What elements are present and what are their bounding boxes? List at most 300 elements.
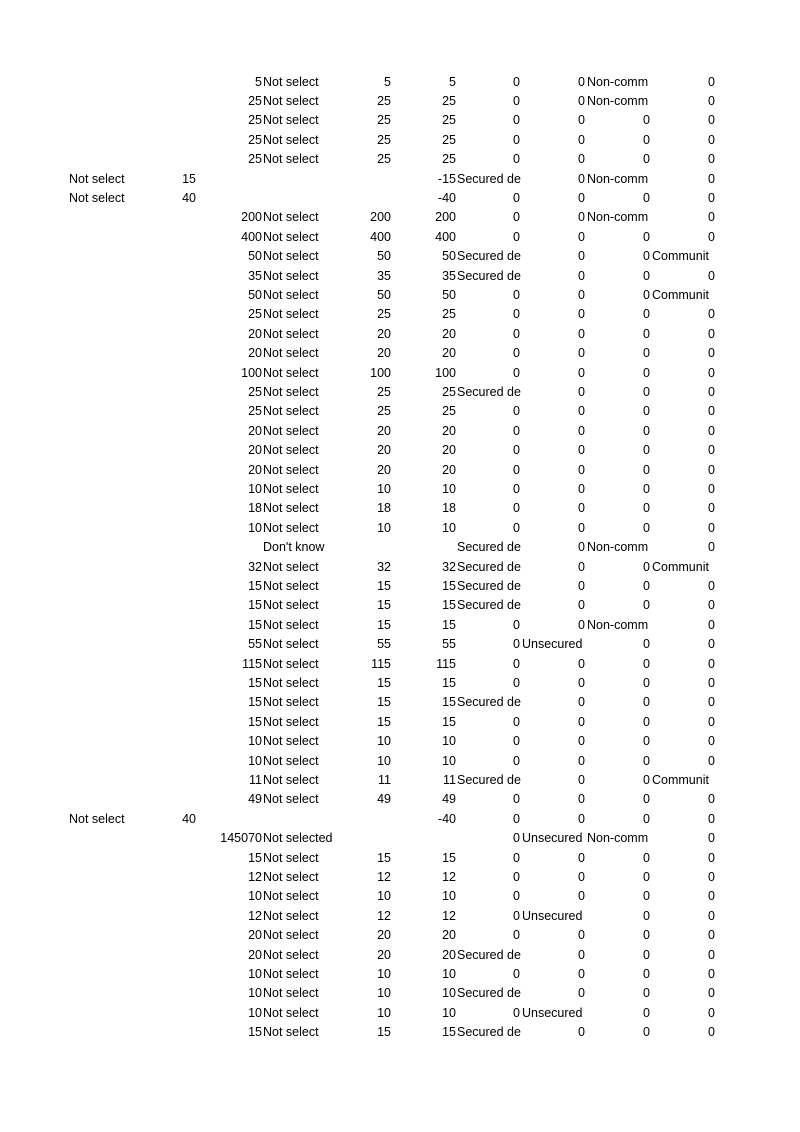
group-zero-cell: 0 xyxy=(643,520,650,535)
group-zero-cell: 0 xyxy=(643,675,650,690)
class-text-cell: Communit xyxy=(652,249,709,264)
status-cell: Not select xyxy=(263,792,319,807)
group-zero-cell: 0 xyxy=(643,947,650,962)
table-row xyxy=(0,441,800,460)
amount-cell: 55 xyxy=(248,637,262,652)
value-cell: 25 xyxy=(377,384,391,399)
type-text-cell: Secured de xyxy=(457,171,521,186)
class-text-cell: Communit xyxy=(652,287,709,302)
category-zero-cell: 0 xyxy=(578,792,585,807)
amount-cell: 25 xyxy=(248,93,262,108)
amount-cell: 400 xyxy=(241,229,262,244)
status-cell: Not select xyxy=(263,656,319,671)
amount-cell: 11 xyxy=(249,772,262,787)
balance-cell: 32 xyxy=(442,559,456,574)
category-zero-cell: 0 xyxy=(578,384,585,399)
type-zero-cell: 0 xyxy=(513,152,520,167)
value-cell: 18 xyxy=(377,501,391,516)
category-zero-cell: 0 xyxy=(578,423,585,438)
table-row xyxy=(0,305,800,324)
balance-cell: 15 xyxy=(442,598,456,613)
class-zero-cell: 0 xyxy=(708,190,715,205)
class-zero-cell: 0 xyxy=(708,695,715,710)
group-zero-cell: 0 xyxy=(643,772,650,787)
class-zero-cell: 0 xyxy=(708,152,715,167)
type-zero-cell: 0 xyxy=(513,928,520,943)
class-zero-cell: 0 xyxy=(708,132,715,147)
status-cell: Not select xyxy=(263,423,319,438)
amount-cell: 25 xyxy=(248,132,262,147)
amount-cell: 115 xyxy=(242,656,262,671)
group-zero-cell: 0 xyxy=(643,908,650,923)
balance-cell: 10 xyxy=(442,966,456,981)
class-zero-cell: 0 xyxy=(708,481,715,496)
value-cell: 20 xyxy=(377,462,391,477)
table-row xyxy=(0,344,800,363)
value-cell: 20 xyxy=(377,326,391,341)
type-zero-cell: 0 xyxy=(513,811,520,826)
table-row xyxy=(0,946,800,965)
type-zero-cell: 0 xyxy=(513,346,520,361)
class-zero-cell: 0 xyxy=(708,462,715,477)
class-zero-cell: 0 xyxy=(708,675,715,690)
table-row xyxy=(0,170,800,189)
balance-cell: 12 xyxy=(442,908,456,923)
status-cell: Not select xyxy=(263,695,319,710)
group-zero-cell: 0 xyxy=(643,792,650,807)
balance-cell: 55 xyxy=(442,637,456,652)
group-zero-cell: 0 xyxy=(643,986,650,1001)
type-text-cell: Secured de xyxy=(457,249,521,264)
value-cell: 25 xyxy=(377,152,391,167)
status-cell: Not select xyxy=(263,520,319,535)
amount-cell: 15 xyxy=(248,850,262,865)
group-zero-cell: 0 xyxy=(643,695,650,710)
group-zero-cell: 0 xyxy=(643,753,650,768)
category-zero-cell: 0 xyxy=(578,229,585,244)
table-row xyxy=(0,810,800,829)
class-zero-cell: 0 xyxy=(708,365,715,380)
balance-cell: 15 xyxy=(442,617,456,632)
value-cell: 15 xyxy=(377,695,391,710)
type-text-cell: Secured de xyxy=(457,986,521,1001)
balance-cell: 15 xyxy=(442,714,456,729)
table-row xyxy=(0,752,800,771)
value-cell: 15 xyxy=(377,578,391,593)
amount-cell: 100 xyxy=(241,365,262,380)
category-zero-cell: 0 xyxy=(578,1025,585,1040)
category-zero-cell: 0 xyxy=(578,869,585,884)
amount-cell: 10 xyxy=(248,753,262,768)
type-zero-cell: 0 xyxy=(513,1005,520,1020)
class-zero-cell: 0 xyxy=(708,210,715,225)
balance-cell: 5 xyxy=(449,74,456,89)
type-text-cell: Secured de xyxy=(457,598,521,613)
table-row xyxy=(0,616,800,635)
status-cell: Not select xyxy=(263,462,319,477)
balance-cell: 11 xyxy=(443,772,456,787)
type-zero-cell: 0 xyxy=(513,365,520,380)
amount-cell: 25 xyxy=(248,404,262,419)
amount-cell: 15 xyxy=(248,675,262,690)
balance-cell: 25 xyxy=(442,384,456,399)
table-row xyxy=(0,674,800,693)
table-row xyxy=(0,693,800,712)
amount-cell: 10 xyxy=(248,520,262,535)
category-zero-cell: 0 xyxy=(578,93,585,108)
status-cell: Not select xyxy=(263,268,319,283)
category-zero-cell: 0 xyxy=(578,462,585,477)
balance-cell: 50 xyxy=(442,287,456,302)
balance-cell: 25 xyxy=(442,152,456,167)
class-zero-cell: 0 xyxy=(708,404,715,419)
group-text-cell: Non-comm xyxy=(587,540,649,555)
group-zero-cell: 0 xyxy=(643,928,650,943)
class-zero-cell: 0 xyxy=(708,113,715,128)
type-text-cell: Secured de xyxy=(457,947,521,962)
group-zero-cell: 0 xyxy=(643,559,650,574)
balance-cell: -40 xyxy=(437,190,456,205)
class-zero-cell: 0 xyxy=(708,93,715,108)
type-zero-cell: 0 xyxy=(513,617,520,632)
class-zero-cell: 0 xyxy=(708,850,715,865)
status-cell: Not select xyxy=(263,229,319,244)
table-row xyxy=(0,907,800,926)
value-cell: 15 xyxy=(377,598,391,613)
table-row xyxy=(0,383,800,402)
value-cell: 20 xyxy=(377,443,391,458)
type-zero-cell: 0 xyxy=(513,481,520,496)
class-zero-cell: 0 xyxy=(708,598,715,613)
table-row xyxy=(0,868,800,887)
class-zero-cell: 0 xyxy=(708,520,715,535)
type-zero-cell: 0 xyxy=(513,656,520,671)
status-cell: Not select xyxy=(263,74,319,89)
group-text-cell: Non-comm xyxy=(587,831,649,846)
amount-cell: 32 xyxy=(248,559,262,574)
amount-cell: 145070 xyxy=(220,831,262,846)
category-zero-cell: 0 xyxy=(578,578,585,593)
class-zero-cell: 0 xyxy=(708,384,715,399)
class-zero-cell: 0 xyxy=(708,578,715,593)
balance-cell: 25 xyxy=(442,404,456,419)
type-text-cell: Secured de xyxy=(457,268,521,283)
class-zero-cell: 0 xyxy=(708,889,715,904)
balance-cell: 20 xyxy=(442,947,456,962)
type-text-cell: Secured de xyxy=(457,695,521,710)
class-zero-cell: 0 xyxy=(708,326,715,341)
table-row xyxy=(0,422,800,441)
value-cell: 20 xyxy=(377,423,391,438)
class-zero-cell: 0 xyxy=(708,656,715,671)
status-cell: Not select xyxy=(263,947,319,962)
count-cell: 40 xyxy=(182,190,196,205)
type-zero-cell: 0 xyxy=(513,462,520,477)
status-cell: Not select xyxy=(263,287,319,302)
status-cell: Not select xyxy=(263,93,319,108)
category-text-cell: Unsecured xyxy=(522,908,583,923)
type-zero-cell: 0 xyxy=(513,889,520,904)
balance-cell: 20 xyxy=(442,423,456,438)
category-zero-cell: 0 xyxy=(578,656,585,671)
table-row xyxy=(0,480,800,499)
type-zero-cell: 0 xyxy=(513,229,520,244)
value-cell: 20 xyxy=(377,346,391,361)
class-zero-cell: 0 xyxy=(708,346,715,361)
balance-cell: 10 xyxy=(442,753,456,768)
type-zero-cell: 0 xyxy=(513,113,520,128)
amount-cell: 20 xyxy=(248,443,262,458)
label-cell: Not select xyxy=(69,190,125,205)
status-cell: Not select xyxy=(263,598,319,613)
status-cell: Not select xyxy=(263,346,319,361)
status-cell: Not select xyxy=(263,132,319,147)
status-cell: Not select xyxy=(263,966,319,981)
status-cell: Not select xyxy=(263,365,319,380)
value-cell: 115 xyxy=(371,656,391,671)
type-zero-cell: 0 xyxy=(513,287,520,302)
status-cell: Not select xyxy=(263,1005,319,1020)
type-zero-cell: 0 xyxy=(513,831,520,846)
balance-cell: 20 xyxy=(442,443,456,458)
status-cell: Not select xyxy=(263,113,319,128)
category-zero-cell: 0 xyxy=(578,346,585,361)
amount-cell: 50 xyxy=(248,249,262,264)
balance-cell: 25 xyxy=(442,132,456,147)
group-zero-cell: 0 xyxy=(643,1025,650,1040)
type-text-cell: Secured de xyxy=(457,578,521,593)
count-cell: 15 xyxy=(182,171,196,186)
category-zero-cell: 0 xyxy=(578,210,585,225)
value-cell: 10 xyxy=(377,966,391,981)
status-cell: Not select xyxy=(263,152,319,167)
amount-cell: 10 xyxy=(248,1005,262,1020)
class-zero-cell: 0 xyxy=(708,928,715,943)
group-zero-cell: 0 xyxy=(643,850,650,865)
value-cell: 12 xyxy=(377,869,391,884)
amount-cell: 25 xyxy=(248,113,262,128)
table-row xyxy=(0,208,800,227)
category-zero-cell: 0 xyxy=(578,481,585,496)
class-zero-cell: 0 xyxy=(708,1005,715,1020)
type-zero-cell: 0 xyxy=(513,307,520,322)
group-zero-cell: 0 xyxy=(643,656,650,671)
value-cell: 32 xyxy=(377,559,391,574)
table-row xyxy=(0,150,800,169)
value-cell: 25 xyxy=(377,93,391,108)
class-zero-cell: 0 xyxy=(708,443,715,458)
amount-cell: 15 xyxy=(248,695,262,710)
group-text-cell: Non-comm xyxy=(587,171,649,186)
table-row xyxy=(0,1004,800,1023)
type-text-cell: Secured de xyxy=(457,384,521,399)
group-zero-cell: 0 xyxy=(643,190,650,205)
group-zero-cell: 0 xyxy=(643,423,650,438)
category-zero-cell: 0 xyxy=(578,695,585,710)
table-row xyxy=(0,926,800,945)
category-zero-cell: 0 xyxy=(578,171,585,186)
amount-cell: 15 xyxy=(248,578,262,593)
balance-cell: 10 xyxy=(442,520,456,535)
category-zero-cell: 0 xyxy=(578,947,585,962)
category-zero-cell: 0 xyxy=(578,268,585,283)
value-cell: 50 xyxy=(377,287,391,302)
balance-cell: 100 xyxy=(435,365,456,380)
balance-cell: 10 xyxy=(442,986,456,1001)
category-text-cell: Unsecured xyxy=(522,1005,583,1020)
status-cell: Not select xyxy=(263,307,319,322)
balance-cell: 15 xyxy=(442,675,456,690)
label-cell: Not select xyxy=(69,811,125,826)
amount-cell: 20 xyxy=(248,928,262,943)
status-cell: Not select xyxy=(263,986,319,1001)
value-cell: 25 xyxy=(377,404,391,419)
category-zero-cell: 0 xyxy=(578,986,585,1001)
value-cell: 400 xyxy=(370,229,391,244)
group-zero-cell: 0 xyxy=(643,365,650,380)
group-zero-cell: 0 xyxy=(643,404,650,419)
category-zero-cell: 0 xyxy=(578,249,585,264)
balance-cell: 12 xyxy=(442,869,456,884)
status-cell: Not select xyxy=(263,850,319,865)
type-text-cell: Secured de xyxy=(457,772,521,787)
value-cell: 55 xyxy=(377,637,391,652)
type-zero-cell: 0 xyxy=(513,966,520,981)
balance-cell: 20 xyxy=(442,928,456,943)
table-row xyxy=(0,519,800,538)
amount-cell: 20 xyxy=(248,346,262,361)
value-cell: 200 xyxy=(370,210,391,225)
category-zero-cell: 0 xyxy=(578,443,585,458)
category-zero-cell: 0 xyxy=(578,753,585,768)
category-zero-cell: 0 xyxy=(578,74,585,89)
status-cell: Not select xyxy=(263,326,319,341)
balance-cell: 15 xyxy=(442,850,456,865)
category-zero-cell: 0 xyxy=(578,966,585,981)
class-zero-cell: 0 xyxy=(708,831,715,846)
category-text-cell: Unsecured xyxy=(522,831,583,846)
amount-cell: 15 xyxy=(248,617,262,632)
class-text-cell: Communit xyxy=(652,559,709,574)
value-cell: 50 xyxy=(377,249,391,264)
status-cell: Not select xyxy=(263,249,319,264)
value-cell: 10 xyxy=(377,481,391,496)
table-row xyxy=(0,577,800,596)
category-zero-cell: 0 xyxy=(578,714,585,729)
value-cell: 49 xyxy=(377,792,391,807)
table-row xyxy=(0,984,800,1003)
class-zero-cell: 0 xyxy=(708,869,715,884)
balance-cell: 35 xyxy=(442,268,456,283)
class-zero-cell: 0 xyxy=(708,229,715,244)
count-cell: 40 xyxy=(182,811,196,826)
category-zero-cell: 0 xyxy=(578,326,585,341)
table-row xyxy=(0,538,800,557)
status-cell: Not select xyxy=(263,501,319,516)
table-row xyxy=(0,73,800,92)
group-text-cell: Non-comm xyxy=(587,93,649,108)
amount-cell: 50 xyxy=(248,287,262,302)
group-zero-cell: 0 xyxy=(643,966,650,981)
class-zero-cell: 0 xyxy=(708,908,715,923)
value-cell: 20 xyxy=(377,928,391,943)
class-zero-cell: 0 xyxy=(708,1025,715,1040)
table-row xyxy=(0,1023,800,1042)
amount-cell: 10 xyxy=(248,481,262,496)
category-zero-cell: 0 xyxy=(578,559,585,574)
status-cell: Not select xyxy=(263,443,319,458)
table-row xyxy=(0,92,800,111)
category-zero-cell: 0 xyxy=(578,598,585,613)
type-zero-cell: 0 xyxy=(513,850,520,865)
group-zero-cell: 0 xyxy=(643,132,650,147)
value-cell: 10 xyxy=(377,1005,391,1020)
category-zero-cell: 0 xyxy=(578,365,585,380)
value-cell: 25 xyxy=(377,113,391,128)
category-zero-cell: 0 xyxy=(578,928,585,943)
class-zero-cell: 0 xyxy=(708,74,715,89)
class-text-cell: Communit xyxy=(652,772,709,787)
balance-cell: 20 xyxy=(442,462,456,477)
value-cell: 15 xyxy=(377,850,391,865)
group-zero-cell: 0 xyxy=(643,889,650,904)
table-row xyxy=(0,887,800,906)
group-zero-cell: 0 xyxy=(643,869,650,884)
class-zero-cell: 0 xyxy=(708,423,715,438)
group-zero-cell: 0 xyxy=(643,287,650,302)
table-row xyxy=(0,732,800,751)
type-zero-cell: 0 xyxy=(513,637,520,652)
type-zero-cell: 0 xyxy=(513,675,520,690)
type-zero-cell: 0 xyxy=(513,190,520,205)
amount-cell: 200 xyxy=(241,210,262,225)
balance-cell: 10 xyxy=(442,889,456,904)
table-row xyxy=(0,364,800,383)
table-row xyxy=(0,965,800,984)
class-zero-cell: 0 xyxy=(708,947,715,962)
amount-cell: 15 xyxy=(248,1025,262,1040)
table-row xyxy=(0,267,800,286)
amount-cell: 35 xyxy=(248,268,262,283)
class-zero-cell: 0 xyxy=(708,986,715,1001)
balance-cell: 49 xyxy=(442,792,456,807)
group-zero-cell: 0 xyxy=(643,481,650,496)
table-row xyxy=(0,228,800,247)
amount-cell: 10 xyxy=(248,966,262,981)
type-zero-cell: 0 xyxy=(513,520,520,535)
balance-cell: 20 xyxy=(442,346,456,361)
amount-cell: 15 xyxy=(248,598,262,613)
value-cell: 20 xyxy=(377,947,391,962)
category-text-cell: Unsecured xyxy=(522,637,583,652)
table-row xyxy=(0,189,800,208)
amount-cell: 20 xyxy=(248,423,262,438)
group-zero-cell: 0 xyxy=(643,714,650,729)
amount-cell: 10 xyxy=(248,734,262,749)
category-zero-cell: 0 xyxy=(578,501,585,516)
type-zero-cell: 0 xyxy=(513,869,520,884)
type-zero-cell: 0 xyxy=(513,714,520,729)
type-zero-cell: 0 xyxy=(513,908,520,923)
group-text-cell: Non-comm xyxy=(587,617,649,632)
type-zero-cell: 0 xyxy=(513,132,520,147)
amount-cell: 20 xyxy=(248,462,262,477)
group-zero-cell: 0 xyxy=(643,734,650,749)
balance-cell: -40 xyxy=(437,811,456,826)
category-zero-cell: 0 xyxy=(578,307,585,322)
category-zero-cell: 0 xyxy=(578,889,585,904)
balance-cell: 25 xyxy=(442,307,456,322)
